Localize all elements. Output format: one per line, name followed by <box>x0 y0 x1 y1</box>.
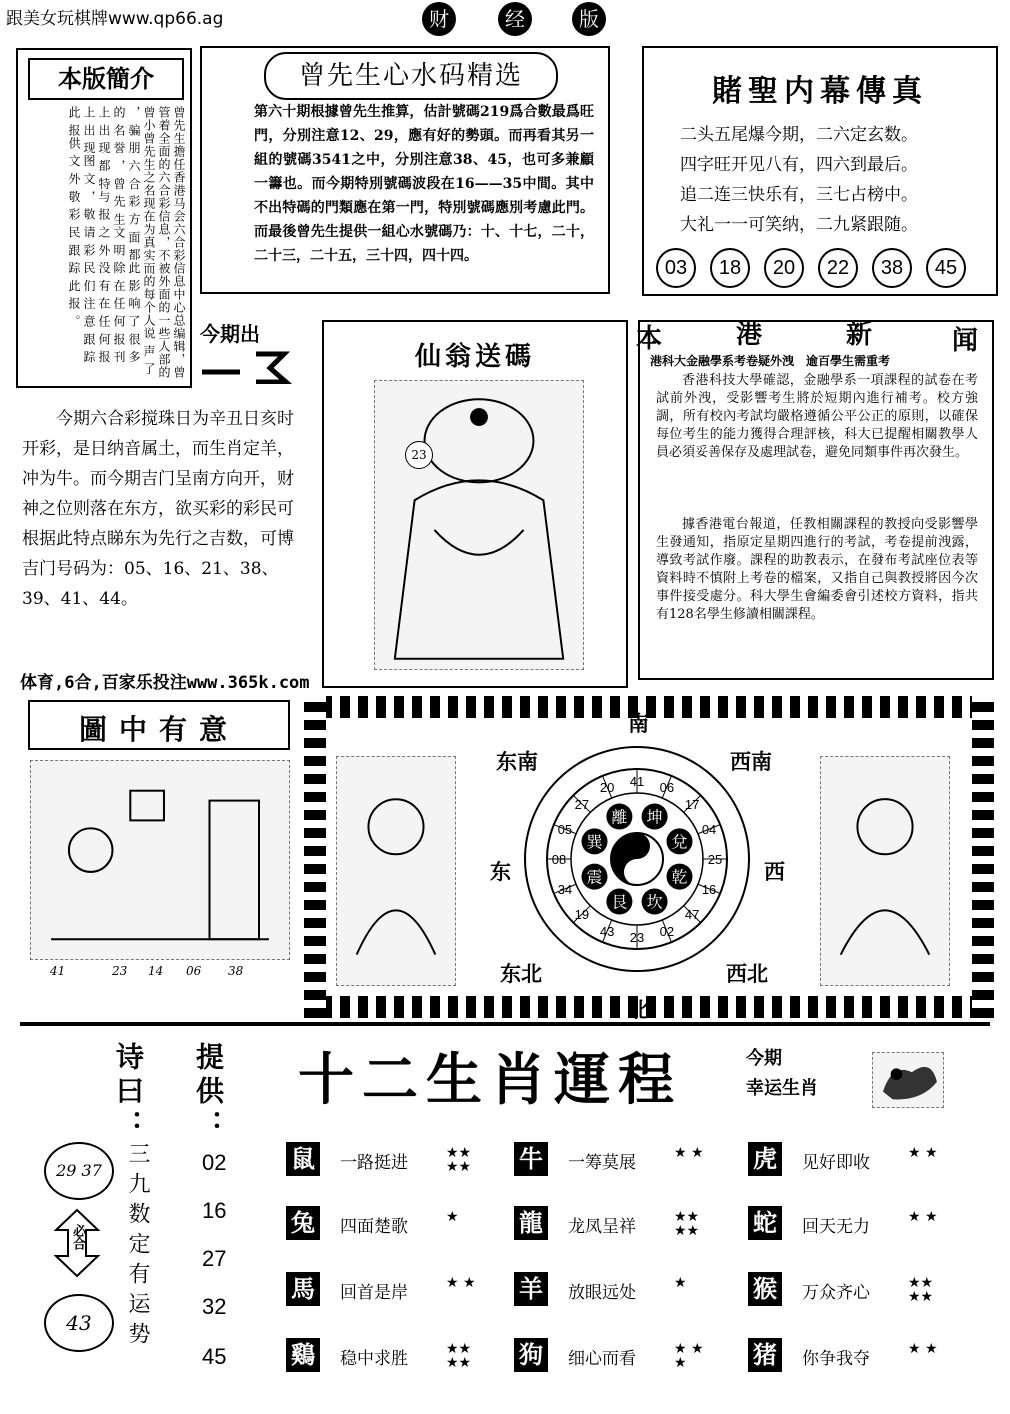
zodiac-phrase: 四面楚歌 <box>340 1217 408 1237</box>
zodiac-phrase: 稳中求胜 <box>340 1349 408 1369</box>
gamble-box <box>642 46 998 296</box>
zodiac-stars: ★★ ★★ <box>908 1275 934 1305</box>
direction-northwest: 西北 <box>726 962 768 986</box>
poem-circle-top: 29 37 <box>44 1142 114 1200</box>
hk-news-p1: 香港科技大學確認，金融學系一項課程的試卷在考試前外洩，受影響考生將於短期內進行補考。校方強調，所有校內考試均嚴格遵循公平公正的原則，以確保每位考生的能力獲得合理評核，科大已提醒相關教學人員必須妥善保存及處理試卷，避免同類事件再次發生。 <box>656 373 978 460</box>
zodiac-stars: ★ ★ <box>908 1341 938 1357</box>
zodiac-animal: 龍 <box>514 1206 548 1240</box>
zodiac-phrase: 放眼远处 <box>568 1283 636 1303</box>
badge-char-3: 版 <box>572 2 606 36</box>
frame-border-right <box>972 696 994 1018</box>
rooster-icon <box>872 1052 944 1108</box>
ring-number: 23 <box>629 930 645 945</box>
xianweng-box <box>322 320 628 688</box>
section-divider <box>20 1022 990 1026</box>
ring-number: 34 <box>557 881 573 897</box>
provided-number: 32 <box>202 1294 227 1319</box>
intro-col: 先生之名现在为真实而的每个人 <box>142 145 156 327</box>
gamble-numbers <box>656 248 980 288</box>
banner-char: 港 <box>736 320 763 350</box>
zodiac-stars: ★ ★ <box>908 1209 938 1225</box>
zodiac-animal: 虎 <box>748 1142 782 1176</box>
gamble-title: 賭聖内幕傳真 <box>712 74 928 109</box>
meaning-number: 23 <box>112 964 128 978</box>
intro-col: 文 明 除 在 任 何 报 刊 上 出 现 都 特 <box>97 106 126 364</box>
intro-col: 息，不被外面的一些人部的曾小曾 <box>142 106 171 379</box>
provided-number: 16 <box>202 1198 227 1223</box>
lucky-number: 20 <box>764 248 804 288</box>
poem-text: 三九数定有运势 <box>125 1142 150 1352</box>
provided-number: 27 <box>202 1246 227 1271</box>
zodiac-animal: 牛 <box>514 1142 548 1176</box>
meaning-number: 14 <box>148 964 164 978</box>
zodiac-phrase: 一筹莫展 <box>568 1153 636 1173</box>
meaning-illustration <box>30 760 290 960</box>
zodiac-stars: ★ ★ ★ <box>674 1341 704 1371</box>
provide-label: 提供： <box>192 1042 225 1144</box>
gamble-line: 二头五尾爆今期，二六定玄数。 <box>680 125 918 145</box>
intro-title: 本版簡介 <box>28 58 184 100</box>
zeng-paragraph: 第六十期根據曾先生推算，估計號碼219爲合數最爲旺門，分別注意12、29，應有好的勢頭。而再看其另一組的號碼3541之中，分別注意38、45，也可多兼顧一籌也。而今期特別號碼波段在16——35中間。其中不出特碼的門類應在第一門，特別號碼應別考慮此門。而最後曾先生提供一組心水號碼乃：十、十七，二十，二十三，二十五，三十四，四十四。 <box>254 104 594 264</box>
trigram-label: 坎 <box>646 892 663 912</box>
meaning-number: 41 <box>50 964 66 978</box>
trigram-label: 兌 <box>671 832 688 852</box>
zodiac-animal: 鼠 <box>286 1142 320 1176</box>
zodiac-phrase: 见好即收 <box>802 1153 870 1173</box>
direction-north: 北 <box>628 998 649 1022</box>
lucky-number: 45 <box>926 248 966 288</box>
trigram-label: 離 <box>611 807 628 827</box>
gamble-lines <box>680 120 980 240</box>
gamble-line: 四字旺开见八有，四六到最后。 <box>680 155 918 175</box>
liuhe-text: 今期六合彩搅珠日为辛丑日亥时开彩，是日纳音属土，而生肖定羊，冲为牛。而今期吉门呈南方向开，财神之位则落在东方，欲买彩的彩民可根据此特点睇东为先行之吉数，可博吉门号码为：05、16、21、38、39、41、44。 <box>22 409 294 609</box>
direction-southeast: 东南 <box>496 750 538 774</box>
zodiac-stars: ★★ ★★ <box>446 1145 472 1175</box>
picture-meaning-title: 圖中有意 <box>78 713 239 746</box>
hk-news-banner <box>636 314 996 356</box>
site-banner[interactable]: 跟美女玩棋牌www.qp66.ag <box>6 9 224 29</box>
zodiac-stars: ★ <box>674 1275 687 1291</box>
meaning-number: 06 <box>186 964 202 978</box>
zodiac-animal: 狗 <box>514 1338 548 1372</box>
ring-number: 27 <box>574 796 590 812</box>
badge-char-1: 财 <box>422 2 456 36</box>
intro-col: 曾先生擔任香港马会六合彩信息中 <box>172 106 186 301</box>
zeng-box <box>200 46 610 294</box>
picture-meaning-title-box <box>28 700 290 750</box>
banner-char: 新 <box>846 320 873 350</box>
meaning-number: 38 <box>228 964 244 978</box>
lucky-number: 38 <box>872 248 912 288</box>
zodiac-animal: 羊 <box>514 1272 548 1306</box>
zodiac-title: 十二生肖運程 <box>298 1048 682 1113</box>
xianweng-side-graphic <box>200 348 296 384</box>
frame-border-top <box>304 696 994 718</box>
frame-border-left <box>304 696 326 1018</box>
lucky-label-2: 幸运生肖 <box>746 1078 818 1099</box>
child-figure-left <box>336 756 456 986</box>
intro-col: 此 影 响 了 很 多 的 名 誉 ， 曾 先 生 <box>112 106 141 364</box>
ring-number: 20 <box>599 779 615 795</box>
xianweng-side-label: 今期出 <box>200 322 260 346</box>
poem-label: 诗曰： <box>112 1042 145 1144</box>
gamble-line: 追二连三快乐有，三七占榜中。 <box>680 185 918 205</box>
ring-number: 05 <box>557 822 573 838</box>
meaning-numbers <box>50 964 270 984</box>
zodiac-animal: 猪 <box>748 1338 782 1372</box>
frame-border-bottom <box>304 996 994 1018</box>
intro-col: 说 声 了 ， 骗 朋 六 合 彩 方 面 都 <box>127 106 156 376</box>
zodiac-animal: 猴 <box>748 1272 782 1306</box>
bisheng-arrow <box>52 1208 102 1278</box>
zodiac-phrase: 你争我夺 <box>802 1349 870 1369</box>
direction-west: 西 <box>764 860 785 884</box>
banner-char: 闻 <box>952 326 979 356</box>
zodiac-animal: 蛇 <box>748 1206 782 1240</box>
immortal-number: 23 <box>405 441 433 469</box>
lucky-number: 18 <box>710 248 750 288</box>
zodiac-animal: 兔 <box>286 1206 320 1240</box>
banner-char: 本 <box>636 324 663 354</box>
ring-number: 41 <box>629 774 645 789</box>
zodiac-stars: ★ ★ <box>674 1145 704 1161</box>
direction-east: 东 <box>490 860 511 884</box>
ring-number: 17 <box>684 796 700 812</box>
zodiac-animal: 鷄 <box>286 1338 320 1372</box>
intro-col: 心总编辑，曾管着全面的六合彩信 <box>157 106 186 379</box>
poem-circle-bottom: 43 <box>44 1294 114 1352</box>
gamble-line: 大礼一一可笑纳，二九紧跟随。 <box>680 215 918 235</box>
ring-number: 25 <box>707 852 723 867</box>
intro-col: 供 文 外 敬 彩 民 跟 踪 此 报 。 <box>67 136 81 328</box>
trigram-label: 巽 <box>586 832 603 852</box>
ring-number: 04 <box>701 822 717 838</box>
zodiac-stars: ★ <box>446 1209 459 1225</box>
direction-south: 南 <box>628 712 649 736</box>
zodiac-phrase: 回首是岸 <box>340 1283 408 1303</box>
ring-number: 06 <box>659 779 675 795</box>
ring-number: 02 <box>659 924 675 940</box>
direction-southwest: 西南 <box>730 750 772 774</box>
ring-number: 08 <box>551 852 567 867</box>
bagua-wheel <box>522 744 752 974</box>
intro-col: 与 报 之 外 没 有 在 任 何 报 上 出 现 <box>82 106 111 364</box>
xianweng-title: 仙翁送碼 <box>414 342 535 372</box>
child-figure-right <box>820 756 950 986</box>
section-badge <box>420 2 610 36</box>
zodiac-phrase: 细心而看 <box>568 1349 636 1369</box>
intro-box <box>16 48 192 388</box>
zodiac-stars: ★★ ★★ <box>446 1341 472 1371</box>
trigram-label: 乾 <box>671 867 688 887</box>
zodiac-phrase: 万众齐心 <box>802 1283 870 1303</box>
liuhe-ad-link[interactable]: 体育,6合,百家乐投注www.365k.com <box>20 673 310 693</box>
zodiac-animal: 馬 <box>286 1272 320 1306</box>
lucky-number: 03 <box>656 248 696 288</box>
trigram-label: 坤 <box>646 807 663 827</box>
zodiac-stars: ★ ★ <box>446 1275 476 1291</box>
zodiac-stars: ★ ★ <box>908 1145 938 1161</box>
provided-number: 45 <box>202 1344 227 1369</box>
trigram-label: 艮 <box>611 892 628 912</box>
lucky-number: 22 <box>818 248 858 288</box>
zeng-title: 曾先生心水码精选 <box>264 52 558 100</box>
lucky-label-1: 今期 <box>746 1048 782 1069</box>
intro-col: 图 文 ， 敬 请 彩 民 们 注 意 跟 踪 此 报 <box>67 106 96 364</box>
hk-news-p2: 據香港電台報道，任教相關課程的教授向受影響學生發通知，指原定星期四進行的考試，考卷提前洩露，導致考試作廢。課程的助教表示，在發布考試座位表等資料時不慎附上考卷的檔案，又指自己與教授將因今次事件接受處分。科大學生會編委會引述校方資料，指共有128名學生修讀相關課程。 <box>656 517 978 622</box>
zodiac-phrase: 回天无力 <box>802 1217 870 1237</box>
badge-char-2: 经 <box>498 2 532 36</box>
ring-number: 43 <box>599 924 615 940</box>
ring-number: 47 <box>684 907 700 923</box>
zodiac-stars: ★★ ★★ <box>674 1209 700 1239</box>
zodiac-phrase: 龙凤呈祥 <box>568 1217 636 1237</box>
direction-northeast: 东北 <box>500 962 542 986</box>
immortal-illustration <box>374 380 584 670</box>
hk-news-box <box>638 320 994 680</box>
hk-news-headline: 港科大金融學系考卷疑外洩 逾百學生需重考 <box>650 354 891 368</box>
bisheng-text: 必合 <box>70 1224 85 1250</box>
intro-text <box>66 106 186 380</box>
zodiac-phrase: 一路挺进 <box>340 1153 408 1173</box>
provided-number: 02 <box>202 1150 227 1175</box>
ring-number: 16 <box>701 881 717 897</box>
ring-number: 19 <box>574 907 590 923</box>
trigram-label: 震 <box>586 867 603 887</box>
